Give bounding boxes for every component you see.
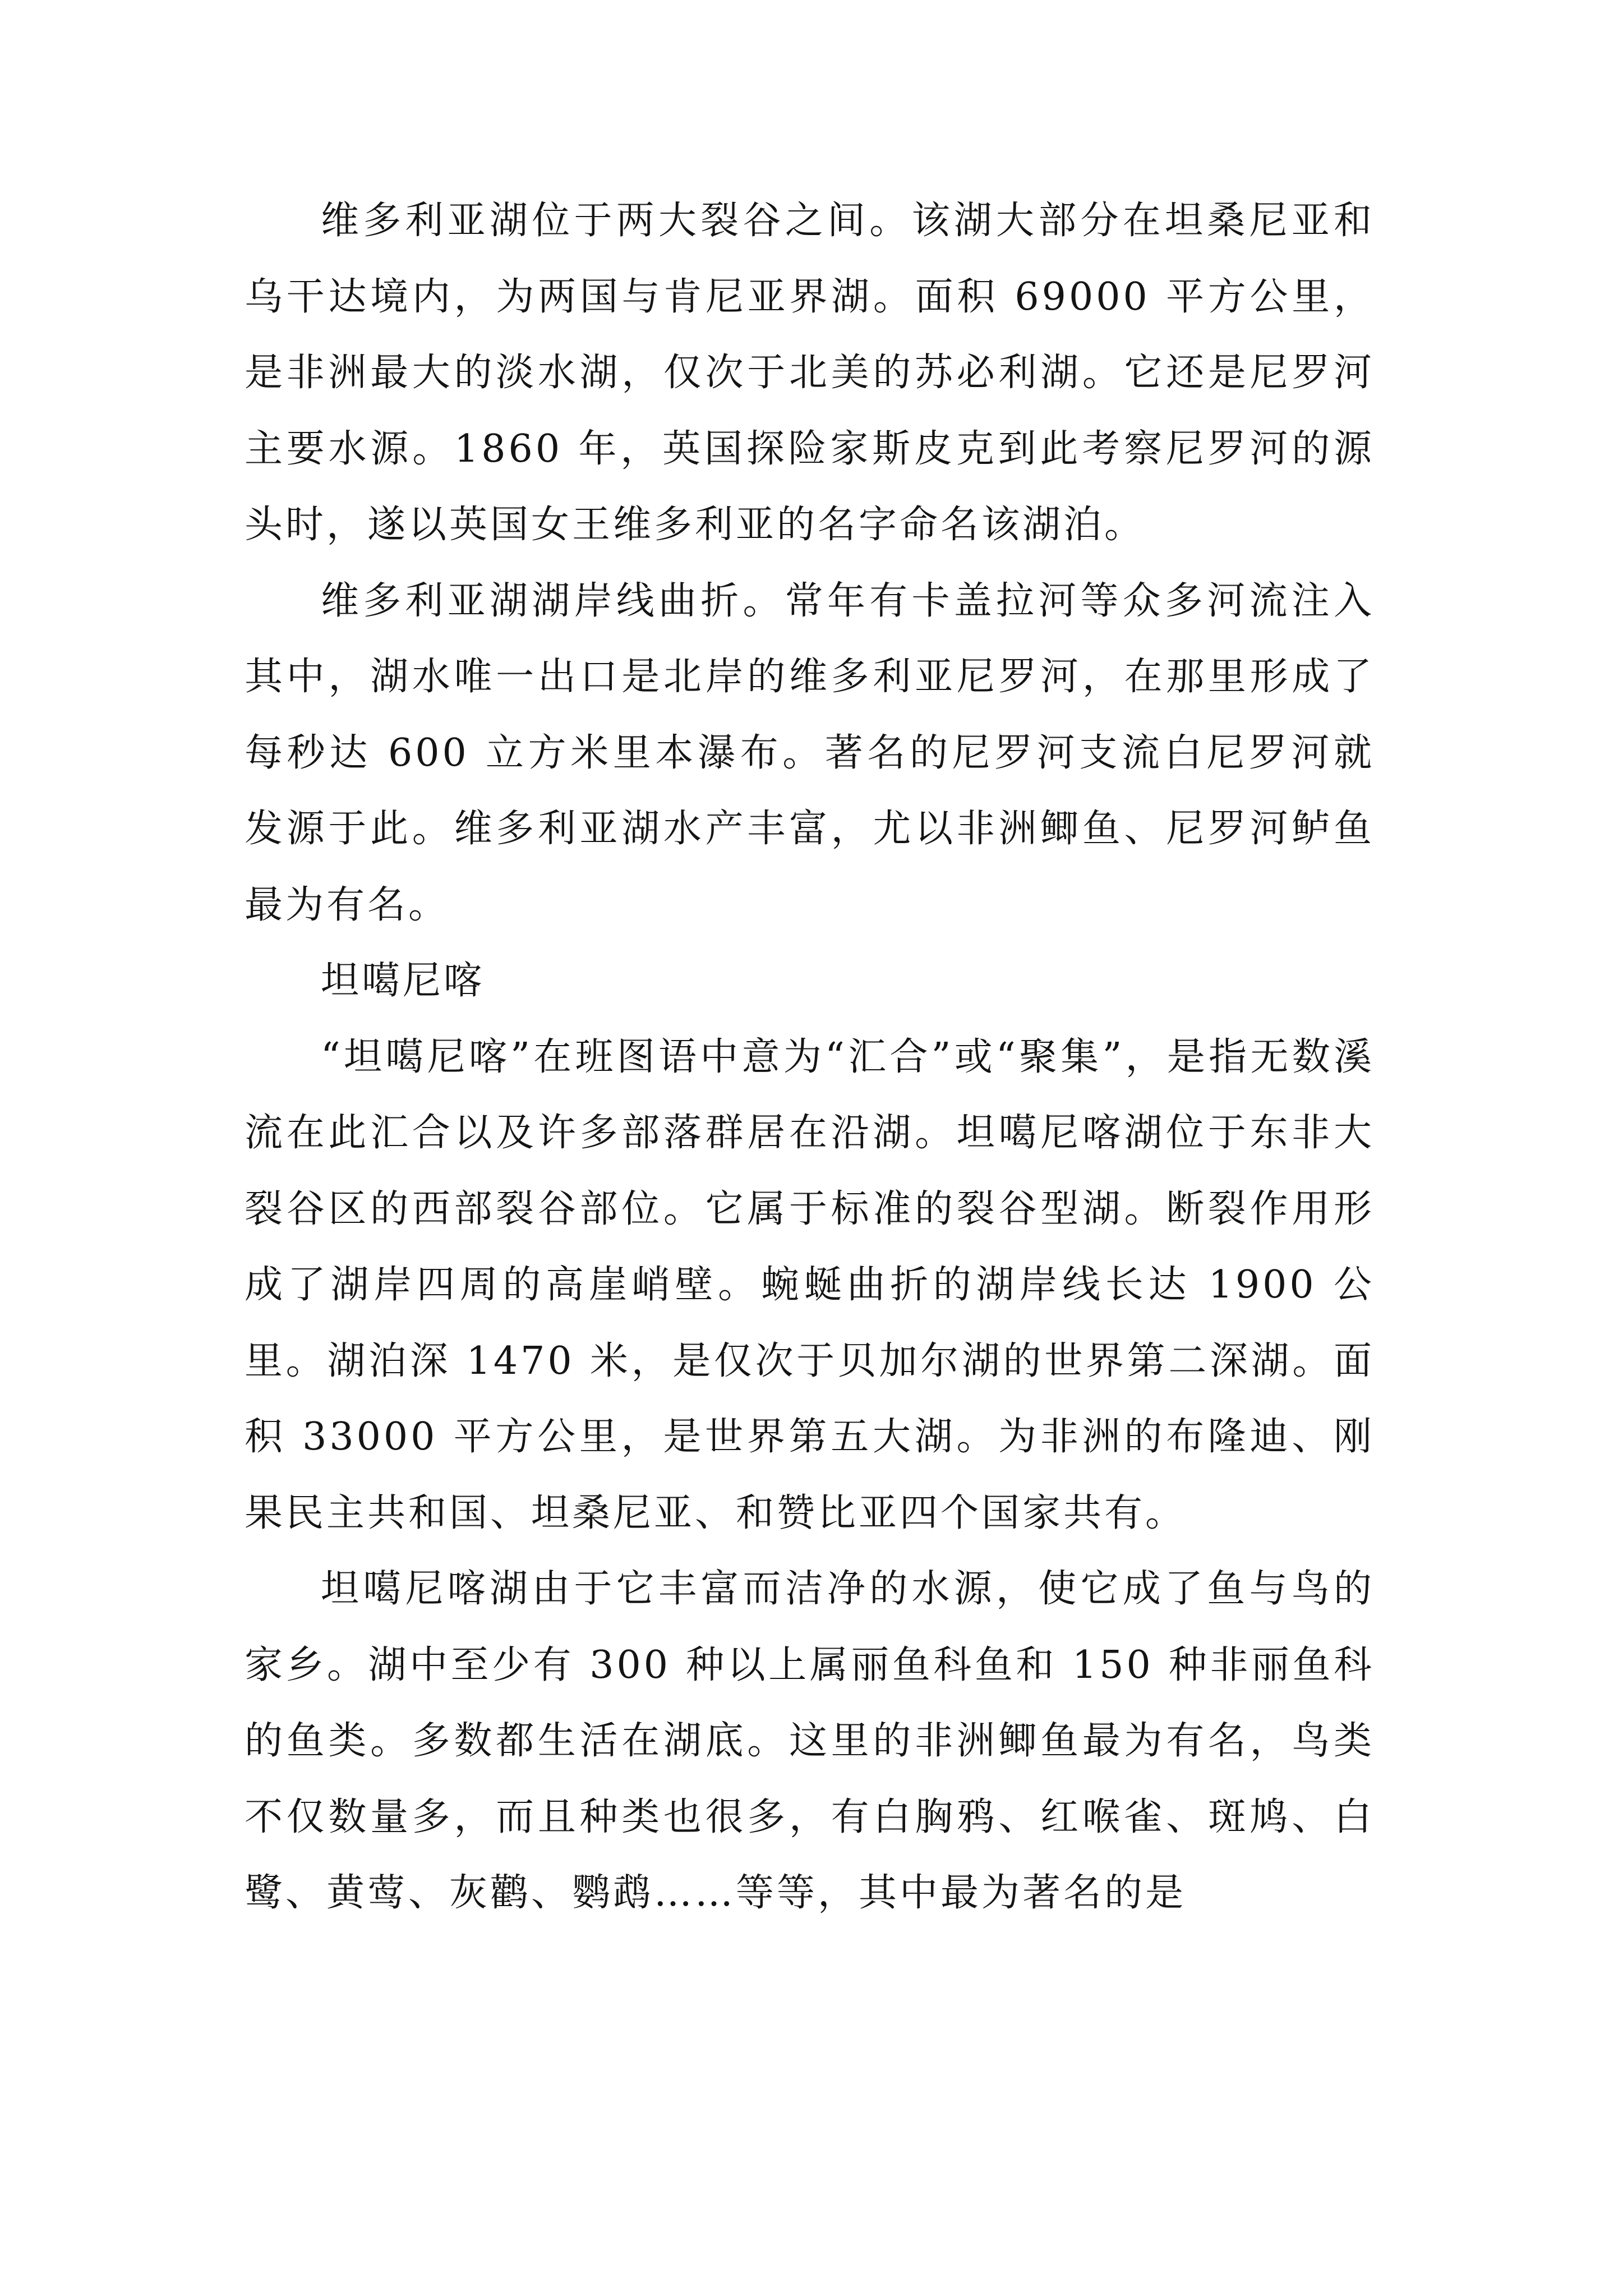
paragraph-victoria-shoreline: 维多利亚湖湖岸线曲折。常年有卡盖拉河等众多河流注入其中，湖水唯一出口是北岸的维多利亚尼罗河，在那里形成了每秒达 600 立方米里本瀑布。著名的尼罗河支流白尼罗河就发源于此。维多利亚湖水产丰富，尤以非洲鲫鱼、尼罗河鲈鱼最为有名。	[245, 578, 1375, 927]
paragraph-tanganyika-wildlife: 坦噶尼喀湖由于它丰富而洁净的水源，使它成了鱼与鸟的家乡。湖中至少有 300 种以上属丽鱼科鱼和 150 种非丽鱼科的鱼类。多数都生活在湖底。这里的非洲鲫鱼最为有名，鸟类不仅数量多，而且种类也很多，有白胸鸦、红喉雀、斑鸠、白鹭、黄莺、灰鹳、鹦鹉……等等，其中最为著名的是	[245, 1567, 1375, 1915]
paragraph-victoria-intro: 维多利亚湖位于两大裂谷之间。该湖大部分在坦桑尼亚和乌干达境内，为两国与肯尼亚界湖。面积 69000 平方公里，是非洲最大的淡水湖，仅次于北美的苏必利湖。它还是尼罗河主要水源。1860 年，英国探险家斯皮克到此考察尼罗河的源头时，遂以英国女王维多利亚的名字命名该湖泊。	[245, 199, 1375, 547]
paragraph-tanganyika-intro: “坦噶尼喀”在班图语中意为“汇合”或“聚集”，是指无数溪流在此汇合以及许多部落群居在沿湖。坦噶尼喀湖位于东非大裂谷区的西部裂谷部位。它属于标准的裂谷型湖。断裂作用形成了湖岸四周的高崖峭壁。蜿蜒曲折的湖岸线长达 1900 公里。湖泊深 1470 米，是仅次于贝加尔湖的世界第二深湖。面积 33000 平方公里，是世界第五大湖。为非洲的布隆迪、刚果民主共和国、坦桑尼亚、和赞比亚四个国家共有。	[245, 1034, 1375, 1535]
document-body	[245, 183, 1375, 1931]
section-heading-tanganyika: 坦噶尼喀	[321, 959, 485, 1003]
